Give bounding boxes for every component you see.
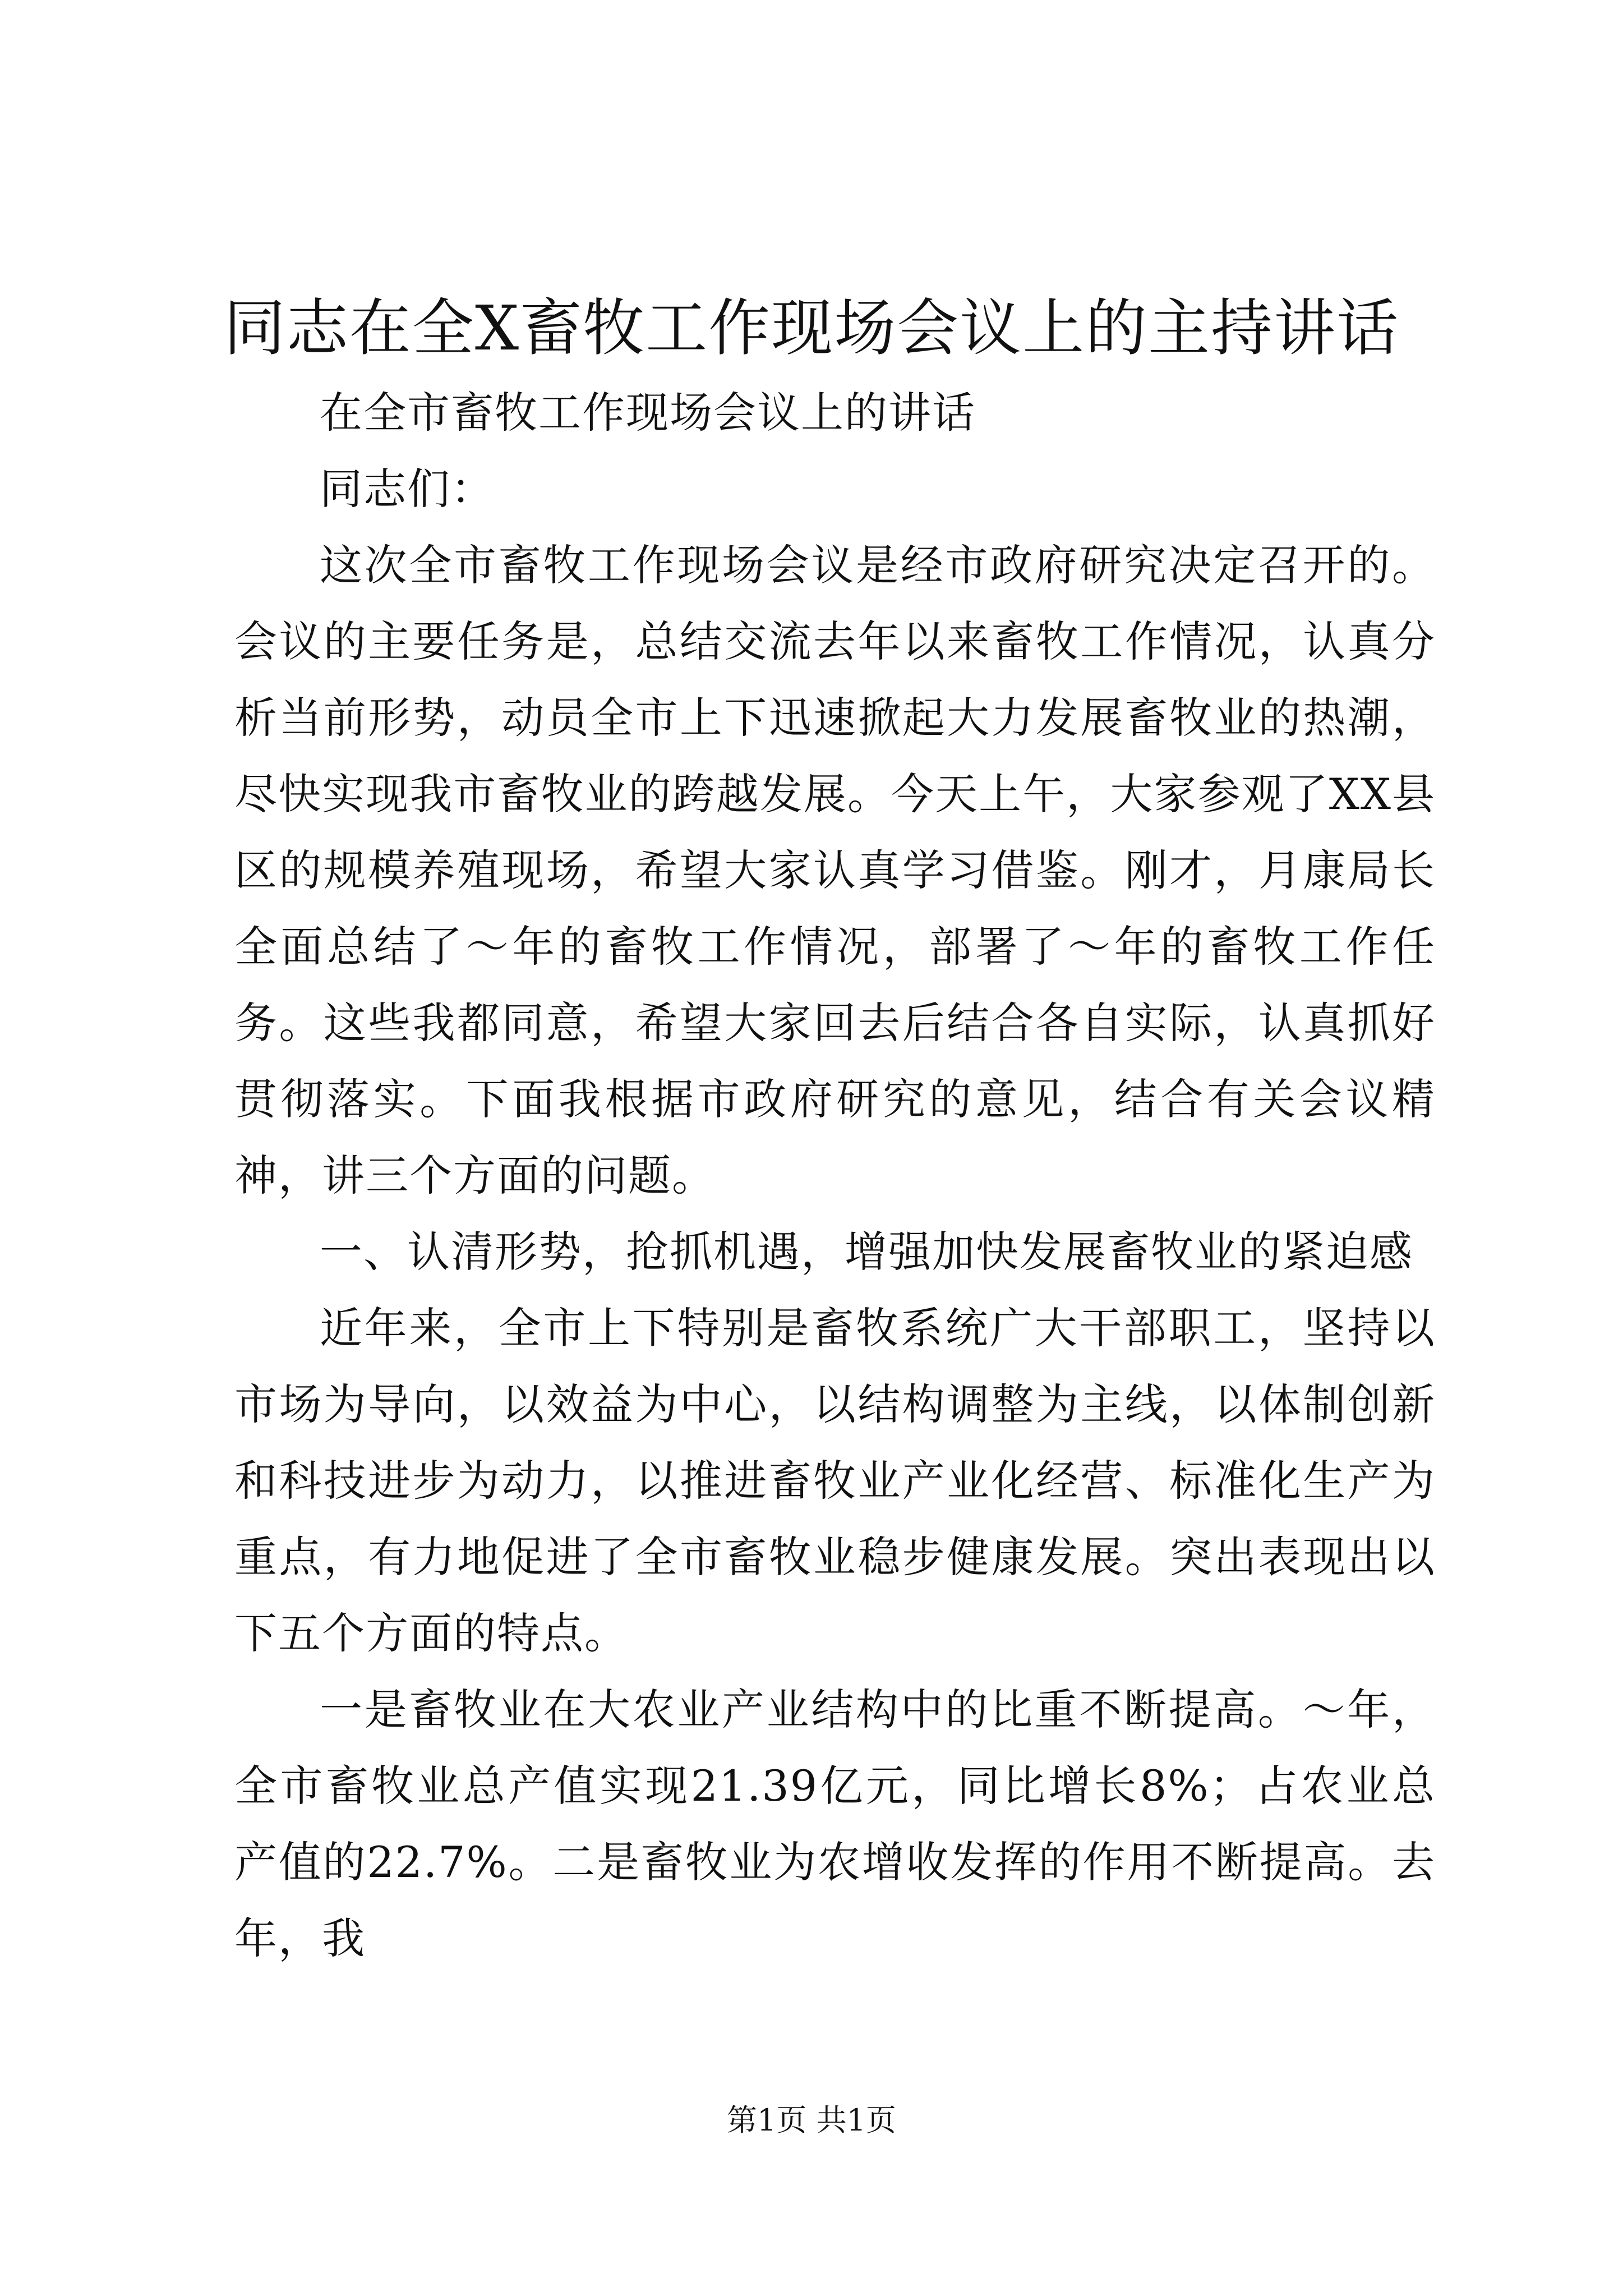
body-paragraph: 一是畜牧业在大农业产业结构中的比重不断提高。～年，全市畜牧业总产值实现21.39亿元，同比增长8%；占农业总产值的22.7%。二是畜牧业为农增收发挥的作用不断提高。去年，我 [234, 1685, 1436, 1963]
body-paragraph: 这次全市畜牧工作现场会议是经市政府研究决定召开的。会议的主要任务是，总结交流去年以来畜牧工作情况，认真分析当前形势，动员全市上下迅速掀起大力发展畜牧业的热潮，尽快实现我市畜牧业的跨越发展。今天上午，大家参观了XX县区的规模养殖现场，希望大家认真学习借鉴。刚才，月康局长全面总结了～年的畜牧工作情况，部署了～年的畜牧工作任务。这些我都同意，希望大家回去后结合各自实际，认真抓好贯彻落实。下面我根据市政府研究的意见，结合有关会议精神，讲三个方面的问题。 [234, 540, 1436, 1200]
page-footer: 第1页 共1页 [727, 2102, 896, 2138]
body-paragraph: 近年来，全市上下特别是畜牧系统广大干部职工，坚持以市场为导向，以效益为中心，以结构调整为主线，以体制创新和科技进步为动力，以推进畜牧业产业化经营、标准化生产为重点，有力地促进了全市畜牧业稳步健康发展。突出表现出以下五个方面的特点。 [234, 1303, 1436, 1658]
salutation-paragraph: 同志们： [320, 464, 495, 514]
document-title: 同志在全X畜牧工作现场会议上的主持讲话 [223, 292, 1400, 364]
subtitle-paragraph: 在全市畜牧工作现场会议上的讲话 [320, 388, 976, 438]
document-body [234, 375, 1436, 1977]
section-heading: 一、认清形势，抢抓机遇，增强加快发展畜牧业的紧迫感 [320, 1227, 1413, 1277]
